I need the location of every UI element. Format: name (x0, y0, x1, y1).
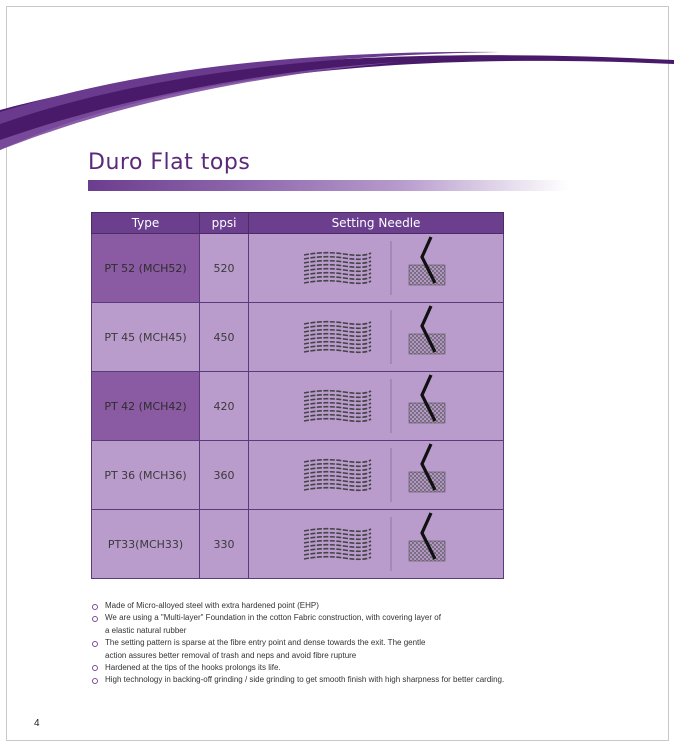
header-ppsi: ppsi (200, 213, 249, 234)
page-number: 4 (34, 718, 40, 729)
header-type: Type (92, 213, 200, 234)
type-cell: PT33(MCH33) (92, 510, 200, 579)
ppsi-cell: 360 (200, 441, 249, 510)
ppsi-cell: 520 (200, 234, 249, 303)
list-item: We are using a "Multi-layer" Foundation in the cotton Fabric construction, with covering layer of (92, 612, 504, 624)
needle-rows-icon (304, 460, 371, 491)
setting-needle-illustration (249, 304, 503, 370)
table-row (92, 441, 504, 510)
table-row (92, 234, 504, 303)
setting-needle-illustration (249, 442, 503, 508)
setting-needle-cell (249, 441, 504, 510)
title-underline-bar (88, 180, 568, 191)
needle-rows-icon (304, 253, 371, 284)
setting-needle-illustration (249, 373, 503, 439)
list-item: action assures better removal of trash and neps and avoid fibre rupture (105, 650, 357, 660)
table-row (92, 510, 504, 579)
needle-rows-icon (304, 322, 371, 353)
header-setting-needle: Setting Needle (249, 213, 504, 234)
list-item: a elastic natural rubber (105, 625, 187, 635)
type-cell: PT 42 (MCH42) (92, 372, 200, 441)
setting-needle-cell (249, 303, 504, 372)
setting-needle-cell (249, 510, 504, 579)
list-item: The setting pattern is sparse at the fibre entry point and dense towards the exit. The gentle (92, 637, 504, 649)
ppsi-cell: 420 (200, 372, 249, 441)
hooked-wire-icon (409, 444, 445, 492)
type-cell: PT 52 (MCH52) (92, 234, 200, 303)
type-cell: PT 45 (MCH45) (92, 303, 200, 372)
hooked-wire-icon (409, 237, 445, 285)
needle-rows-icon (304, 391, 371, 422)
table-header-row (92, 213, 504, 234)
hooked-wire-icon (409, 375, 445, 423)
specification-table (91, 212, 504, 579)
setting-needle-illustration (249, 511, 503, 577)
setting-needle-illustration (249, 235, 503, 301)
list-item: Hardened at the tips of the hooks prolongs its life. (92, 662, 504, 674)
table-row (92, 372, 504, 441)
hooked-wire-icon (409, 306, 445, 354)
table-row (92, 303, 504, 372)
hooked-wire-icon (409, 513, 445, 561)
type-cell: PT 36 (MCH36) (92, 441, 200, 510)
list-item: Made of Micro-alloyed steel with extra hardened point (EHP) (92, 600, 504, 612)
ppsi-cell: 330 (200, 510, 249, 579)
setting-needle-cell (249, 372, 504, 441)
page-title: Duro Flat tops (88, 150, 251, 175)
needle-rows-icon (304, 529, 371, 560)
list-item: High technology in backing-off grinding / side grinding to get smooth finish with high sharpness for better carding. (92, 674, 504, 686)
feature-notes-list (92, 600, 504, 687)
header-swoosh (0, 0, 674, 160)
setting-needle-cell (249, 234, 504, 303)
ppsi-cell: 450 (200, 303, 249, 372)
